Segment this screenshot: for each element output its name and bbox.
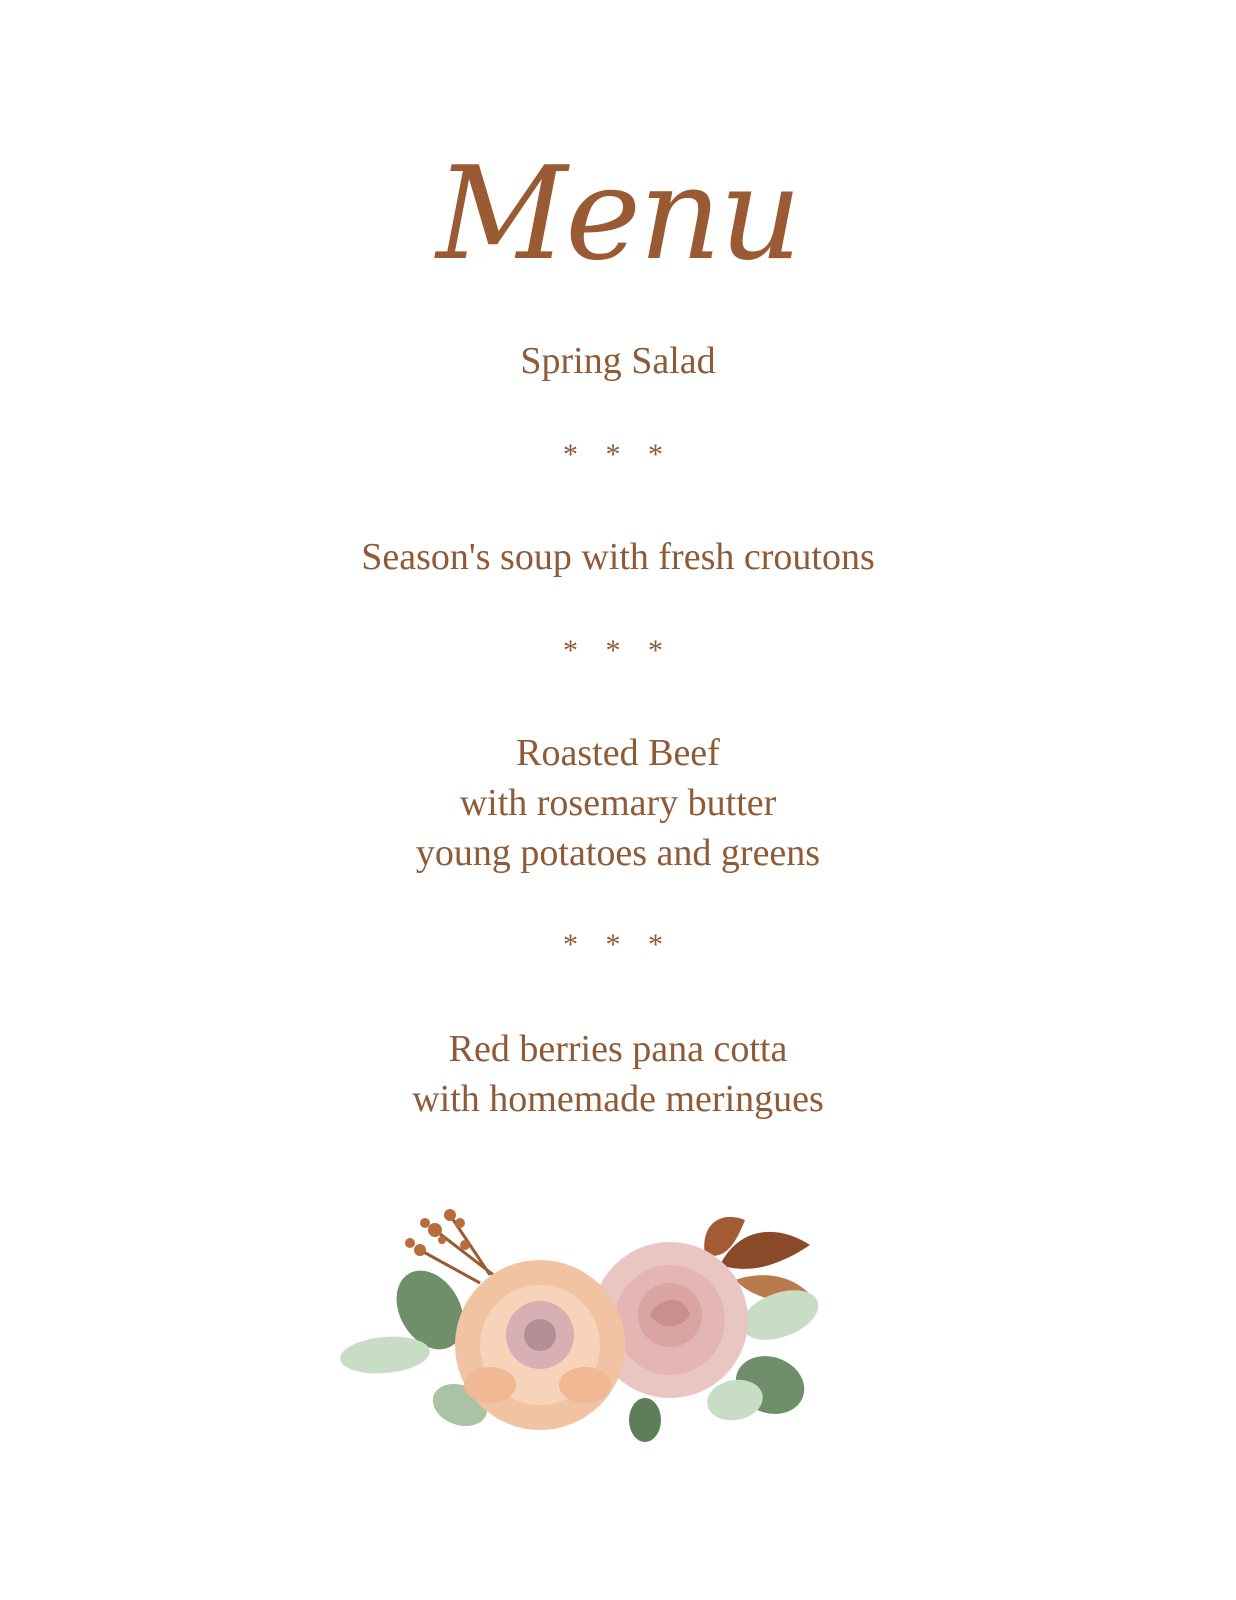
course-separator-1: * * * (563, 438, 673, 471)
course-3-line-1: Roasted Beef (516, 732, 720, 774)
course-3-line-3: young potatoes and greens (415, 832, 821, 874)
menu-title: Menu (436, 140, 800, 289)
course-1-line-1: Spring Salad (520, 340, 716, 382)
course-2-line-1: Season's soup with fresh croutons (361, 536, 875, 578)
course-4-line-2: with homemade meringues (412, 1078, 824, 1120)
floral-bouquet-icon (340, 1205, 840, 1465)
course-4-line-1: Red berries pana cotta (448, 1028, 788, 1070)
course-3-line-2: with rosemary butter (459, 782, 777, 824)
course-separator-3: * * * (563, 928, 673, 961)
course-separator-2: * * * (563, 634, 673, 667)
